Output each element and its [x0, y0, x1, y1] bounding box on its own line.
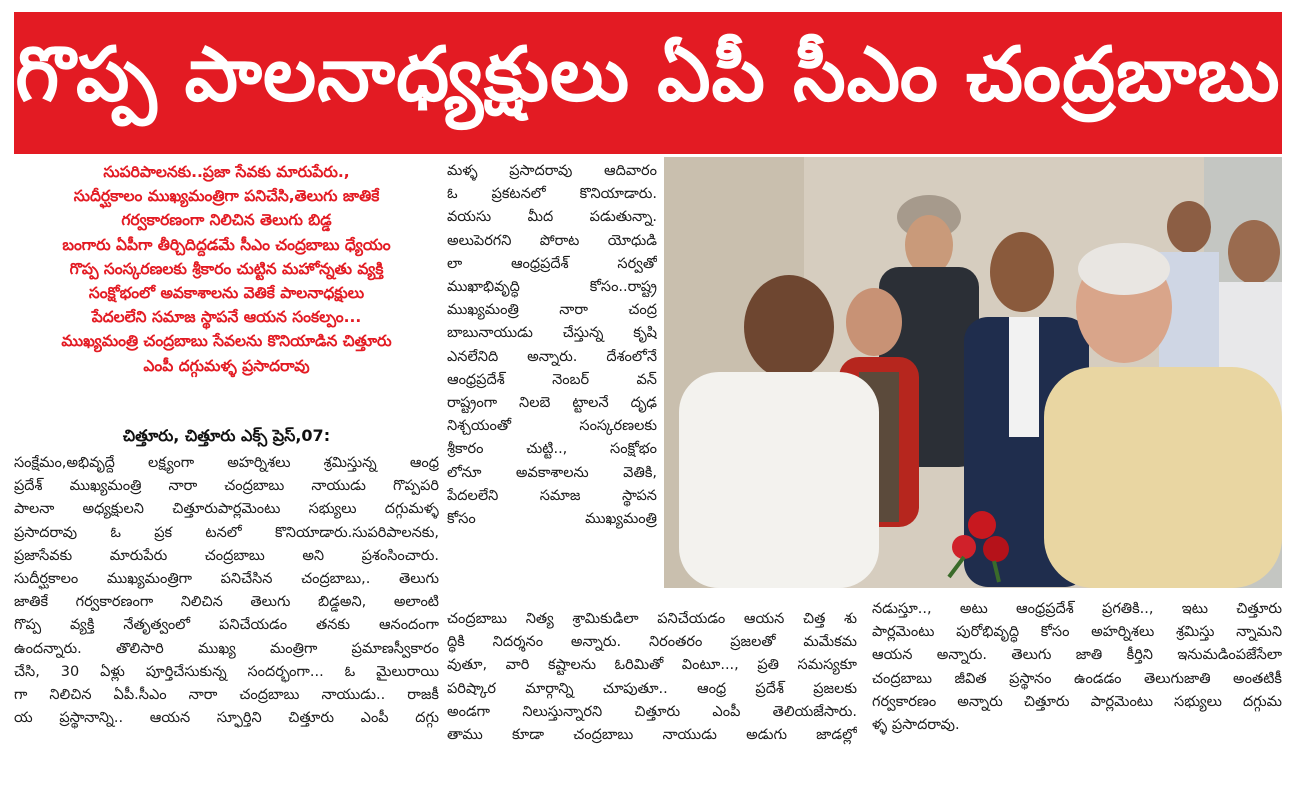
text-line: ప్రదేశ్ ముఖ్యమంత్రి నారా చంద్రబాబు నాయుడు గొప్పపరి — [14, 478, 439, 495]
text-line: అండగా నిలుస్తున్నారని చిత్తూరు ఎంపీ తెలియజేసారు. — [447, 703, 857, 720]
text-line: వుతూ, వారి కష్టాలను ఓరిమితో వింటూ..., ప్రతి సమస్యకూ — [447, 657, 857, 674]
text-line: శ్రీకారం చుట్టి.., సంక్షోభం — [447, 441, 657, 458]
text-line: ప్రజాసేవకు మారుపేరు చంద్రబాబు అని ప్రశంసించారు. — [14, 547, 439, 564]
text-line: నడుస్తూ.., అటు ఆంధ్రప్రదేశ్ ప్రగతికి.., ఇటు చిత్తూరు — [872, 601, 1282, 617]
highlight-line: ఎంపీ దగ్గుమళ్ళ ప్రసాదరావు — [143, 356, 310, 375]
highlight-line: సుపరిపాలనకు..ప్రజా సేవకు మారుపేరు., — [103, 163, 350, 181]
text-line: య ప్రస్థానాన్ని.. ఆయన స్ఫూర్తిని చిత్తూరు ఎంపీ దగ్గు — [14, 710, 439, 727]
highlight-line: ముఖ్యమంత్రి చంద్రబాబు సేవలను కొనియాడిన చిత్తూరు — [61, 332, 392, 351]
text-line: గర్వకారణం అన్నారు చిత్తూరు పార్లమెంటు సభ్యులు దగ్గుమ — [872, 693, 1282, 710]
text-line: ఓ ప్రకటనలో కొనియాడారు. — [447, 186, 657, 203]
dateline: చిత్తూరు, చిత్తూరు ఎక్స్ ప్రెస్,07: — [122, 426, 331, 445]
text-line: తాము కూడా చంద్రబాబు నాయుడు అడుగు జాడల్లో — [447, 727, 857, 744]
text-line: పేదలలేని సమాజ స్థాపన — [447, 487, 657, 504]
text-line: ముఖాభివృద్ధి కోసం..రాష్ట్ర — [447, 279, 657, 296]
text-line: పార్లమెంటు పురోభివృద్ధి కోసం అహర్నిశలు శ్రమిస్తు న్నామని — [872, 624, 1282, 641]
text-line: లోనూ అవకాశాలను వెతికి, — [447, 464, 657, 481]
text-line: పాలనా అధ్యక్షులని చిత్తూరుపార్లమెంటు సభ్యులు దగ్గుమళ్ళ — [14, 501, 439, 518]
article-column-3 — [447, 608, 857, 747]
text-line: బాబునాయుడు చేస్తున్న కృషి — [447, 325, 657, 342]
text-line: అలుపెరగని పోరాట యోధుడి — [447, 232, 657, 249]
text-line: ఆయన అన్నారు. తెలుగు జాతి కీర్తిని ఇనుమడింపజేసేలా — [872, 647, 1282, 664]
text-line: గా నిలిచిన ఏపీ.సీఎం నారా చంద్రబాబు నాయుడు.. రాజకీ — [14, 687, 439, 704]
text-line: రాష్ట్రంగా నిలబె ట్టాలనే దృఢ — [447, 395, 657, 412]
text-line: ద్ధికి నిదర్శనం అన్నారు. నిరంతరం ప్రజలతో మమేకమ — [447, 634, 857, 651]
text-line: చంద్రబాబు నిత్య శ్రామికుడిలా పనిచేయడం ఆయన చిత్త శు — [447, 611, 857, 627]
text-line: సుదీర్ఘకాలం ముఖ్యమంత్రిగా పనిచేసిన చంద్రబాబు,. తెలుగు — [14, 571, 439, 588]
headline-banner — [14, 12, 1282, 154]
highlight-line: గర్వకారణంగా నిలిచిన తెలుగు బిడ్డ — [121, 211, 332, 230]
text-line: ముఖ్యమంత్రి నారా చంద్ర — [447, 302, 657, 319]
article-column-4 — [872, 598, 1282, 737]
text-line: చంద్రబాబు జీవిత ప్రస్థానం ఉండడం తెలుగుజాతి అంతటికీ — [872, 670, 1282, 687]
text-line: ఎనలేనిది అన్నారు. దేశంలోనే — [447, 348, 657, 365]
highlight-line: పేదలలేని సమాజ స్థాపనే ఆయన సంకల్పం... — [91, 308, 362, 327]
highlights-block — [14, 160, 439, 378]
text-line: ఉందన్నారు. తొలిసారి ముఖ్య మంత్రిగా ప్రమాణస్వీకారం — [14, 640, 439, 657]
text-line: వయసు మీద పడుతున్నా. — [447, 209, 657, 226]
highlight-line: సంక్షోభంలో అవకాశాలను వెతికే పాలనాధక్షులు — [88, 284, 365, 303]
text-line: ళ్ళ ప్రసాదరావు. — [872, 717, 960, 734]
news-photo — [664, 157, 1282, 588]
text-line: ప్రసాదరావు ఓ ప్రక టనలో కొనియాడారు.సుపరిపాలనకు, — [14, 524, 439, 541]
article-column-1 — [14, 452, 439, 730]
text-line: గొప్ప వ్యక్తి నేతృత్వంలో పనిచేయడం తనకు ఆనందంగా — [14, 617, 439, 634]
text-line: కోసం ముఖ్యమంత్రి — [447, 511, 657, 528]
text-line: సంక్షేమం,అభివృద్దే లక్ష్యంగా అహర్నిశలు శ్రమిస్తున్న ఆంధ్ర — [14, 455, 439, 471]
text-line: ఆంధ్రప్రదేశ్ నెంబర్ వన్ — [447, 371, 657, 388]
text-line: జాతికే గర్వకారణంగా నిలిచిన తెలుగు బిడ్డఅని, అలాంటి — [14, 594, 439, 611]
highlight-line: గొప్ప సంస్కరణలకు శ్రీకారం చుట్టిన మహోన్నతు వ్యక్తి — [69, 259, 384, 278]
text-line: నిశ్చయంతో సంస్కరణలకు — [447, 418, 657, 435]
highlight-line: బంగారు ఏపీగా తీర్చిదిద్దడమే సీఎం చంద్రబాబు ధ్యేయం — [62, 235, 391, 254]
photo-illustration — [664, 157, 1282, 588]
highlight-line: సుదీర్ఘకాలం ముఖ్యమంత్రిగా పనిచేసి,తెలుగు జాతికే — [73, 187, 380, 206]
text-line: లా ఆంధ్రప్రదేశ్ సర్వతో — [447, 255, 657, 272]
article-column-2 — [447, 160, 657, 531]
headline-text: గొప్ప పాలనాధ్యక్షులు ఏపీ సీఎం చంద్రబాబు — [15, 29, 1281, 118]
text-line: పరిష్కార మార్గాన్ని చూపుతూ.. ఆంధ్ర ప్రదేశ్ ప్రజలకు — [447, 680, 857, 697]
text-line: మళ్ళ ప్రసాదరావు ఆదివారం — [447, 163, 657, 179]
text-line: చేసి, 30 ఏళ్లు పూర్తిచేసుకున్న సందర్భంగా... ఓ మైలురాయి — [14, 663, 439, 680]
